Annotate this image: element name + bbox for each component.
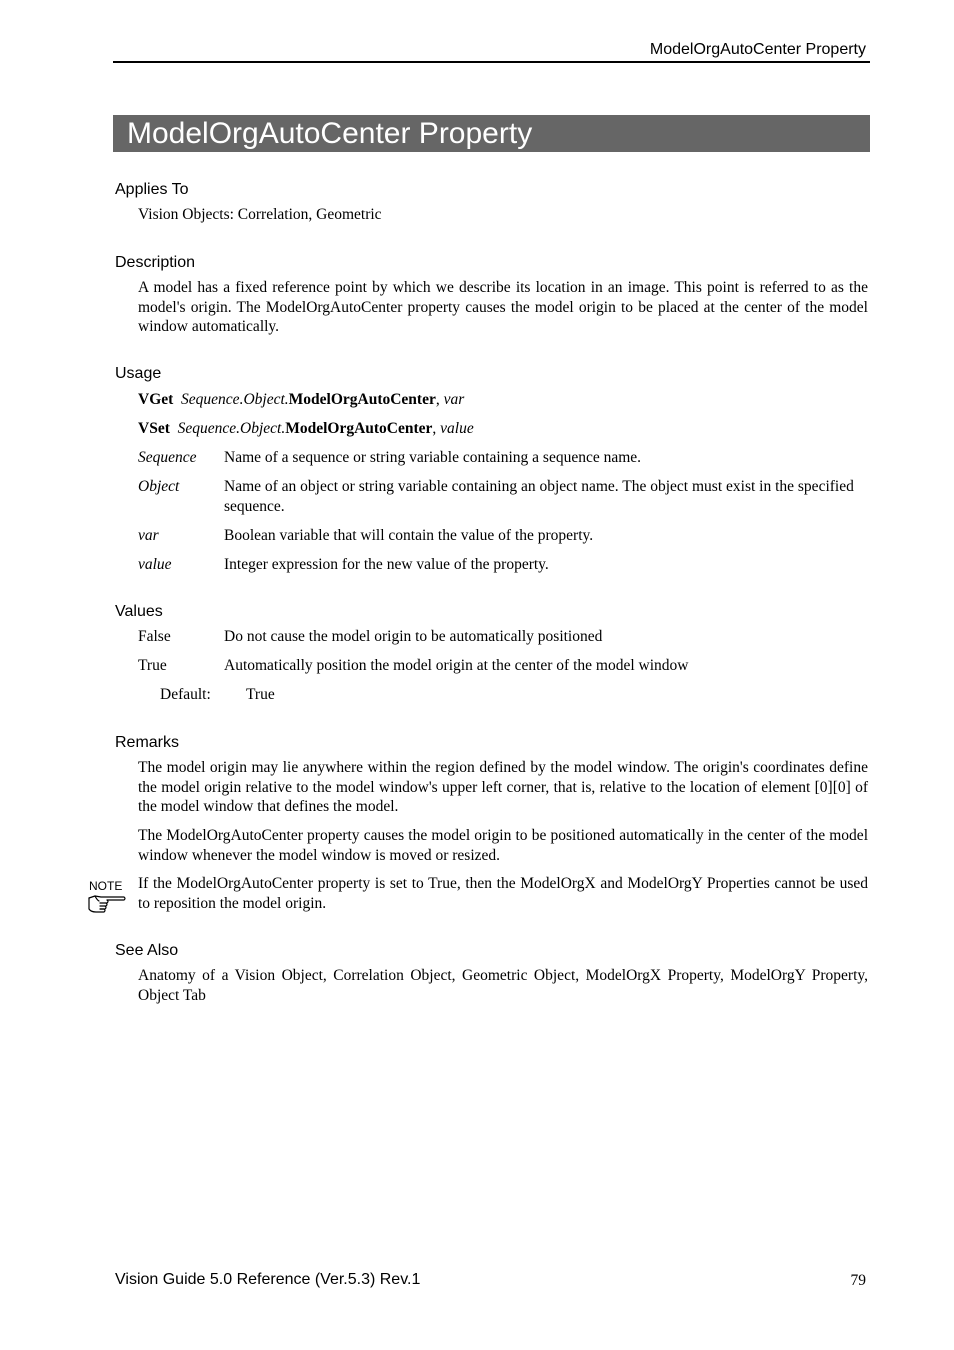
- value-desc: Automatically position the model origin at the center of the model window: [224, 657, 689, 674]
- description-heading: Description: [115, 254, 196, 271]
- remarks-paragraph: The model origin may lie anywhere within the region defined by the model window. The origin's coordinates define the model origin relative to the model window's upper left corner, that is, relative to the location of element [0][0] of the model window that defines the model.: [138, 759, 868, 815]
- applies-to-text: Vision Objects: Correlation, Geometric: [138, 206, 382, 223]
- note-text: If the ModelOrgAutoCenter property is set to True, then the ModelOrgX and ModelOrgY Properties cannot be used to reposition the model origin.: [138, 875, 868, 912]
- vset-separator: ,: [432, 420, 441, 437]
- vget-prefix: Sequence.Object.: [181, 391, 289, 408]
- running-header: ModelOrgAutoCenter Property: [649, 41, 866, 58]
- usage-heading: Usage: [115, 365, 162, 382]
- default-value: True: [246, 686, 275, 703]
- param-desc: Name of a sequence or string variable containing a sequence name.: [224, 449, 642, 466]
- value-term: False: [138, 628, 171, 645]
- footer-doc-title: Vision Guide 5.0 Reference (Ver.5.3) Rev.1: [115, 1271, 421, 1288]
- param-term: value: [138, 556, 172, 573]
- see-also-text: Anatomy of a Vision Object, Correlation Object, Geometric Object, ModelOrgX Property, ModelOrgY Property, Object Tab: [138, 967, 868, 1004]
- see-also-heading: See Also: [115, 942, 179, 959]
- param-term: Object: [138, 478, 180, 495]
- vget-keyword: VGet: [138, 391, 174, 408]
- note-label: NOTE: [89, 879, 123, 893]
- values-heading: Values: [115, 603, 163, 620]
- param-term: var: [138, 527, 159, 544]
- pointing-hand-icon: [87, 892, 127, 916]
- value-term: True: [138, 657, 167, 674]
- remarks-heading: Remarks: [115, 734, 180, 751]
- header-rule: [113, 61, 870, 63]
- vset-prefix: Sequence.Object.: [177, 420, 286, 437]
- page-title: ModelOrgAutoCenter Property: [113, 115, 870, 152]
- vget-arg: var: [443, 391, 465, 408]
- vget-syntax: [138, 390, 464, 410]
- value-desc: Do not cause the model origin to be automatically positioned: [224, 628, 603, 645]
- remarks-paragraph: The ModelOrgAutoCenter property causes the model origin to be positioned automatically in the center of the model window whenever the model window is moved or resized.: [138, 827, 868, 864]
- vget-property: ModelOrgAutoCenter: [288, 391, 436, 408]
- param-term: Sequence: [138, 449, 197, 466]
- applies-to-heading: Applies To: [115, 181, 189, 198]
- vset-syntax: [138, 419, 474, 439]
- vset-keyword: VSet: [138, 420, 170, 437]
- page-number: 79: [850, 1272, 866, 1289]
- description-text: A model has a fixed reference point by which we describe its location in an image. This point is referred to as the model's origin. The ModelOrgAutoCenter property causes the model origin to be placed at the center of the model window automatically.: [138, 279, 868, 335]
- vset-property: ModelOrgAutoCenter: [285, 420, 433, 437]
- param-desc: Integer expression for the new value of the property.: [224, 556, 549, 573]
- vget-separator: ,: [435, 391, 444, 408]
- param-desc: Name of an object or string variable containing an object name. The object must exist in the specified sequence.: [224, 478, 854, 515]
- param-desc: Boolean variable that will contain the value of the property.: [224, 527, 594, 544]
- default-label: Default:: [160, 686, 211, 703]
- vset-arg: value: [440, 420, 474, 437]
